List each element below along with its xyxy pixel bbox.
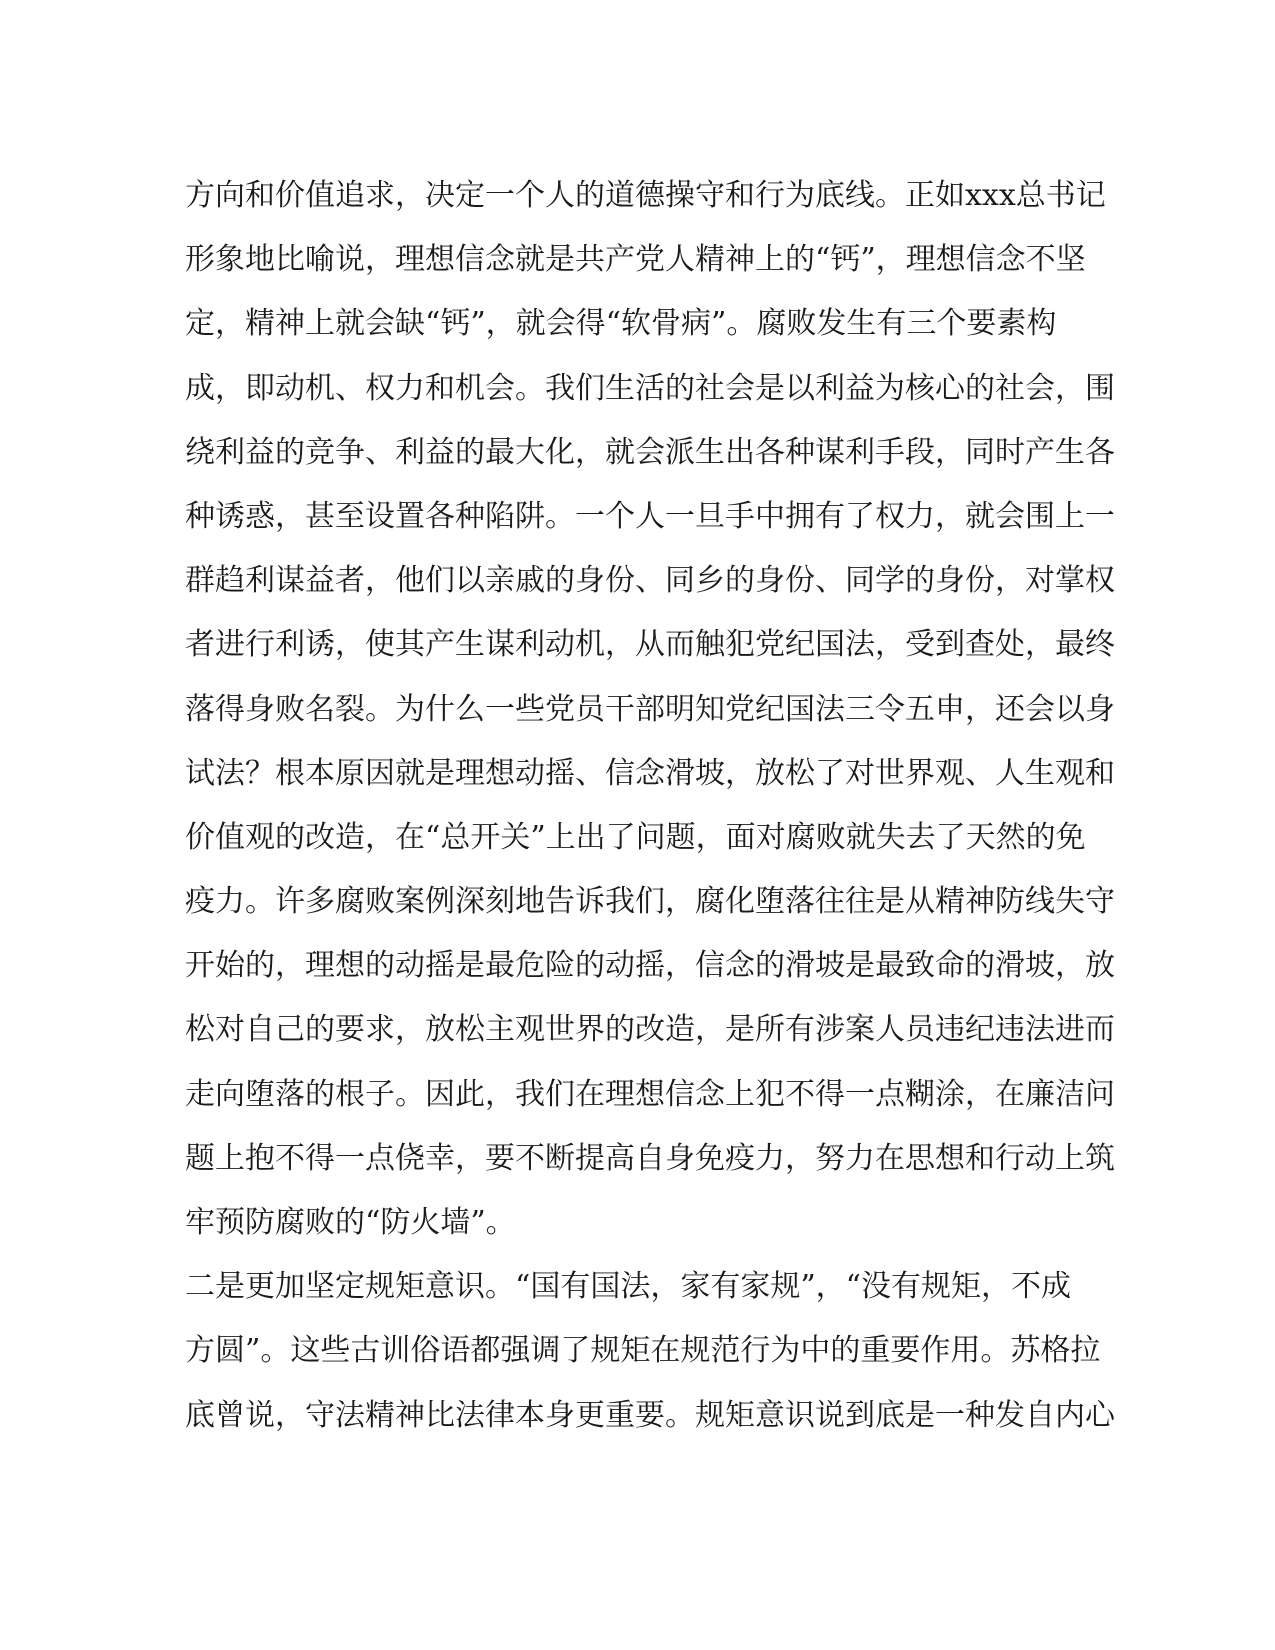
text-line: 群趋利谋益者，他们以亲戚的身份、同乡的身份、同学的身份，对掌权 [185, 563, 1115, 599]
text-line: 种诱惑，甚至设置各种陷阱。一个人一旦手中拥有了权力，就会围上一 [185, 498, 1115, 534]
text-line: 疫力。许多腐败案例深刻地告诉我们，腐化堕落往往是从精神防线失守 [185, 884, 1115, 920]
text-line: 价值观的改造，在“总开关”上出了问题，面对腐败就失去了天然的免 [185, 819, 1086, 855]
text-line: 试法？根本原因就是理想动摇、信念滑坡，放松了对世界观、人生观和 [185, 755, 1115, 791]
text-line: 方圆”。这些古训俗语都强调了规矩在规范行为中的重要作用。苏格拉 [185, 1333, 1101, 1369]
text-line: 走向堕落的根子。因此，我们在理想信念上犯不得一点糊涂，在廉洁问 [185, 1076, 1115, 1112]
text-line: 底曾说，守法精神比法律本身更重要。规矩意识说到底是一种发自内心 [185, 1397, 1115, 1433]
text-line: 牢预防腐败的“防火墙”。 [185, 1205, 516, 1240]
text-line: 者进行利诱，使其产生谋利动机，从而触犯党纪国法，受到查处，最终 [185, 627, 1115, 663]
text-line: 题上抱不得一点侥幸，要不断提高自身免疫力，努力在思想和行动上筑 [185, 1140, 1115, 1176]
body-text [185, 164, 1115, 1448]
text-line: 开始的，理想的动摇是最危险的动摇，信念的滑坡是最致命的滑坡，放 [185, 948, 1115, 984]
text-line: 成，即动机、权力和机会。我们生活的社会是以利益为核心的社会，围 [185, 370, 1115, 406]
text-line: 落得身败名裂。为什么一些党员干部明知党纪国法三令五申，还会以身 [185, 691, 1115, 727]
text-line: 定，精神上就会缺“钙”，就会得“软骨病”。腐败发生有三个要素构 [185, 306, 1057, 342]
text-line: 形象地比喻说，理想信念就是共产党人精神上的“钙”，理想信念不坚 [185, 242, 1086, 278]
text-line: 二是更加坚定规矩意识。“国有国法，家有家规”，“没有规矩，不成 [185, 1269, 1072, 1305]
text-line: 方向和价值追求，决定一个人的道德操守和行为底线。正如xxx总书记 [185, 178, 1106, 213]
text-line: 松对自己的要求，放松主观世界的改造，是所有涉案人员违纪违法进而 [185, 1012, 1115, 1048]
text-line: 绕利益的竞争、利益的最大化，就会派生出各种谋利手段，同时产生各 [185, 434, 1115, 470]
